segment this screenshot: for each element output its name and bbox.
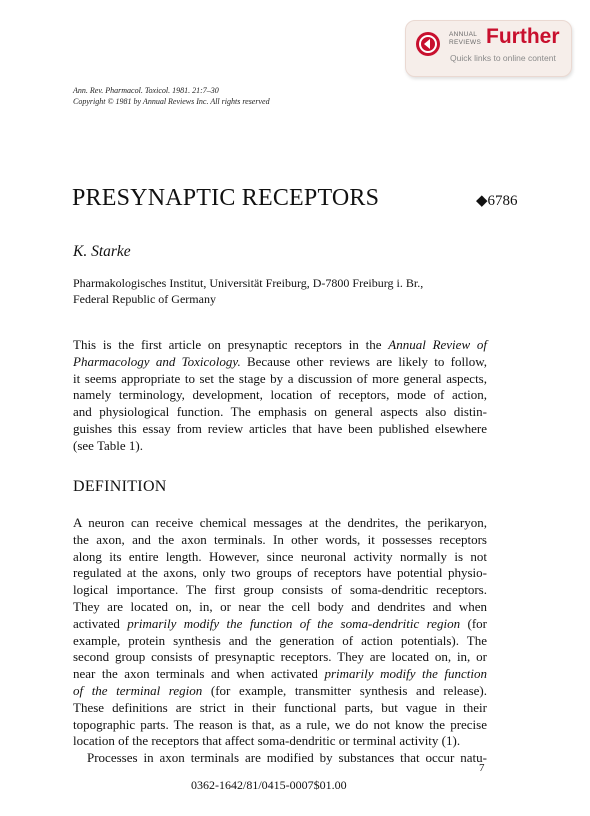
text-line: location of the receptors that affect soma-dendritic or terminal activity (1). [73,733,461,749]
article-title: PRESYNAPTIC RECEPTORS [72,185,380,211]
text-line: along its entire length. However, since neuronal activity normally is not [73,548,487,564]
text-line: guishes this essay from review articles that have been published elsewhere [73,420,487,436]
text-line: it seems appropriate to set the stage by a discussion of more general aspects, [73,370,487,386]
citation-block [73,85,270,107]
copyright-line: Copyright © 1981 by Annual Reviews Inc. All rights reserved [73,97,270,106]
text-line: logical importance. The first group consists of soma-dendritic receptors. [73,582,487,598]
text-line: namely terminology, development, location of receptors, mode of action, [73,387,487,403]
article-code: ◆6786 [476,193,518,209]
text-line: This is the first article on presynaptic receptors in the Annual Review of [73,337,487,352]
intro-paragraph [73,337,487,455]
text-line: example, protein synthesis and the generation of action potentials). The [73,632,487,648]
text-line: second group consists of presynaptic receptors. They are located on, in, or [73,649,487,665]
text-line: and physiological function. The emphasis on general aspects also distin- [73,404,487,420]
text-line: the axon, and the axon terminals. In other words, it possesses receptors [73,531,487,547]
text-line: near the axon terminals and when activated primarily modify the function [73,666,487,682]
affiliation-line: Federal Republic of Germany [73,291,216,306]
author-name: K. Starke [73,243,131,260]
section-heading: DEFINITION [73,478,167,495]
page-number: 7 [479,762,485,774]
annual-reviews-further-badge[interactable] [405,20,572,77]
text-line: They are located on, in, or near the cell body and dendrites and when [73,598,487,614]
text-line: regulated at the axons, only two groups of receptors have potential physio- [73,565,487,581]
text-line: These definitions are strict in their functional parts, but vague in their [73,699,487,715]
text-line: A neuron can receive chemical messages at the dendrites, the perikaryon, [73,515,487,530]
definition-paragraph [73,515,487,767]
text-line: (see Table 1). [73,437,143,453]
further-logo-icon [416,32,440,56]
text-line: Processes in axon terminals are modified by substances that occur natu- [87,750,487,766]
publisher-name: ANNUAL REVIEWS [449,31,482,46]
further-subtitle: Quick links to online content [450,53,556,63]
price-code: 0362-1642/81/0415-0007$01.00 [191,778,347,792]
further-wordmark: Further [486,25,560,48]
citation-line: Ann. Rev. Pharmacol. Toxicol. 1981. 21:7–30 [73,86,219,95]
text-line: of the terminal region (for example, transmitter synthesis and release). [73,682,488,698]
text-line: Pharmacology and Toxicology. Because other reviews are likely to follow, [73,353,487,369]
text-line: topographic parts. The reason is that, as a rule, we do not know the precise [73,716,487,732]
text-line: activated primarily modify the function of the soma-dendritic region (for [73,615,487,631]
affiliation-line: Pharmakologisches Institut, Universität Freiburg, D-7800 Freiburg i. Br., [73,276,424,290]
affiliation [73,276,423,307]
